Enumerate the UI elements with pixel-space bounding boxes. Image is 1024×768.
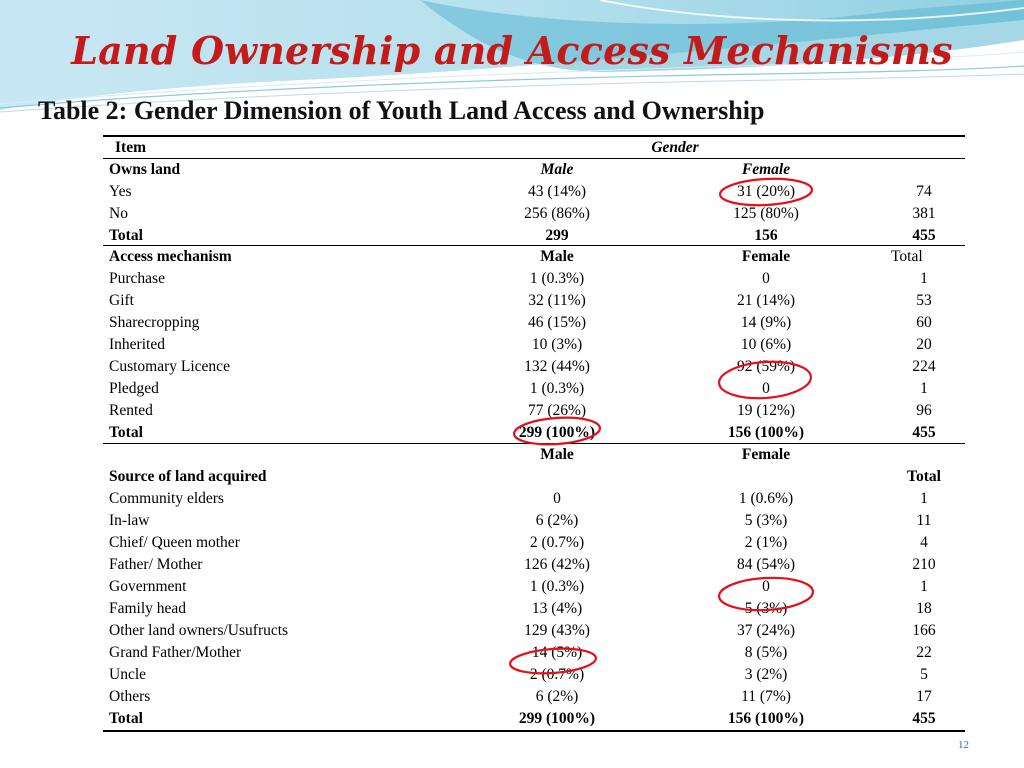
table-row <box>103 576 965 598</box>
source-total-label: Total <box>907 467 941 485</box>
female-value: 10 (6%) <box>740 336 792 353</box>
female-value: 0 <box>762 577 770 595</box>
male-value: 132 (44%) <box>524 358 590 375</box>
total-value: 96 <box>916 402 932 419</box>
male-value: 0 <box>553 489 561 507</box>
row-label: Others <box>109 687 151 705</box>
row-label: Gift <box>109 292 134 309</box>
table-header-row <box>103 137 965 159</box>
female-value: 37 (24%) <box>736 621 796 639</box>
total-value: 1 <box>920 489 928 507</box>
female-value: 0 <box>762 380 770 397</box>
female-value: 5 (3%) <box>744 599 788 617</box>
male-value: 299 (100%) <box>518 424 596 441</box>
table-row <box>103 268 965 290</box>
total-value: 11 <box>916 511 932 529</box>
female-value: 1 (0.6%) <box>738 489 794 507</box>
total-value: 53 <box>916 292 932 309</box>
female-value: 14 (9%) <box>740 314 792 331</box>
row-label: No <box>109 204 128 222</box>
female-value: 21 (14%) <box>736 292 796 309</box>
total-value: 455 <box>912 226 936 244</box>
owns-land-male-label: Male <box>540 160 574 178</box>
total-value: 1 <box>920 270 928 287</box>
table-row <box>103 312 965 334</box>
male-value: 2 (0.7%) <box>529 665 585 683</box>
total-value: 17 <box>916 687 932 705</box>
male-value: 14 (5%) <box>531 643 583 661</box>
female-value: 0 <box>762 270 770 287</box>
source-total-row <box>103 708 965 730</box>
total-value: 224 <box>912 358 936 375</box>
table-row <box>103 664 965 686</box>
row-label: Purchase <box>109 270 165 287</box>
total-value: 455 <box>912 424 936 441</box>
male-value: 299 <box>545 226 569 244</box>
female-value: 3 (2%) <box>744 665 788 683</box>
owns-land-heading: Owns land <box>109 160 181 178</box>
table-row <box>103 686 965 708</box>
source-gender-row <box>103 444 965 466</box>
table-row <box>103 532 965 554</box>
row-label: Rented <box>109 402 153 419</box>
row-label: Father/ Mother <box>109 555 203 573</box>
row-label: Other land owners/Usufructs <box>109 621 289 639</box>
female-value: 92 (59%) <box>736 358 796 375</box>
male-value: 13 (4%) <box>531 599 583 617</box>
total-value: 18 <box>916 599 932 617</box>
table-row <box>103 290 965 312</box>
row-label: Total <box>109 424 143 441</box>
table-caption: Table 2: Gender Dimension of Youth Land Access and Ownership <box>38 96 765 125</box>
row-label: Yes <box>109 182 132 200</box>
total-value: 74 <box>916 182 932 200</box>
female-value: 156 (100%) <box>727 424 805 441</box>
access-heading: Access mechanism <box>109 248 232 265</box>
row-label: Inherited <box>109 336 165 353</box>
table-row <box>103 510 965 532</box>
gender-land-table <box>103 135 965 732</box>
total-value: 60 <box>916 314 932 331</box>
total-value: 166 <box>912 621 936 639</box>
male-value: 1 (0.3%) <box>529 380 585 397</box>
table-row <box>103 488 965 510</box>
male-value: 6 (2%) <box>535 687 579 705</box>
female-value: 8 (5%) <box>744 643 788 661</box>
male-value: 1 (0.3%) <box>529 270 585 287</box>
row-label: In-law <box>109 511 150 529</box>
male-value: 10 (3%) <box>531 336 583 353</box>
total-value: 5 <box>920 665 928 683</box>
total-value: 455 <box>912 709 936 727</box>
female-value: 84 (54%) <box>736 555 796 573</box>
table-row <box>103 334 965 356</box>
male-value: 43 (14%) <box>527 182 587 200</box>
owns-land-total-row <box>103 225 965 247</box>
access-total-row <box>103 422 965 444</box>
source-male-label: Male <box>540 445 574 463</box>
access-total-label: Total <box>891 248 923 265</box>
total-value: 1 <box>920 380 928 397</box>
total-value: 381 <box>912 204 936 222</box>
table-row <box>103 378 965 400</box>
source-heading-row <box>103 466 965 488</box>
table-row <box>103 620 965 642</box>
header-gender: Gender <box>651 139 699 156</box>
row-label: Pledged <box>109 380 159 397</box>
row-label: Grand Father/Mother <box>109 643 242 661</box>
table-row <box>103 400 965 422</box>
male-value: 256 (86%) <box>524 204 590 222</box>
male-value: 129 (43%) <box>524 621 590 639</box>
owns-land-female-label: Female <box>741 160 791 178</box>
table-row <box>103 554 965 576</box>
male-value: 6 (2%) <box>535 511 579 529</box>
male-value: 77 (26%) <box>527 402 587 419</box>
source-heading: Source of land acquired <box>109 467 267 485</box>
female-value: 156 <box>754 226 778 244</box>
table-row <box>103 598 965 620</box>
row-label: Government <box>109 577 187 595</box>
slide-title: Land Ownership and Access Mechanisms <box>71 28 953 73</box>
female-value: 125 (80%) <box>733 204 799 222</box>
page-number: 12 <box>958 739 969 751</box>
male-value: 32 (11%) <box>528 292 586 309</box>
access-male-label: Male <box>540 248 574 265</box>
female-value: 156 (100%) <box>727 709 805 727</box>
row-label: Community elders <box>109 489 224 507</box>
row-label: Family head <box>109 599 187 617</box>
owns-land-heading-row <box>103 159 965 181</box>
total-value: 20 <box>916 336 932 353</box>
female-value: 2 (1%) <box>744 533 788 551</box>
table-row <box>103 356 965 378</box>
total-value: 210 <box>912 555 936 573</box>
total-value: 1 <box>920 577 928 595</box>
table-row <box>103 203 965 225</box>
access-heading-row <box>103 246 965 268</box>
male-value: 2 (0.7%) <box>529 533 585 551</box>
table-row <box>103 642 965 664</box>
access-female-label: Female <box>741 248 791 265</box>
male-value: 126 (42%) <box>524 555 590 573</box>
row-label: Uncle <box>109 665 147 683</box>
row-label: Total <box>109 226 143 244</box>
female-value: 31 (20%) <box>736 182 796 200</box>
row-label: Total <box>109 709 143 727</box>
table-row <box>103 181 965 203</box>
row-label: Sharecropping <box>109 314 200 331</box>
total-value: 4 <box>920 533 928 551</box>
row-label: Chief/ Queen mother <box>109 533 240 551</box>
female-value: 19 (12%) <box>736 402 796 419</box>
row-label: Customary Licence <box>109 358 230 375</box>
header-item: Item <box>115 139 146 156</box>
male-value: 1 (0.3%) <box>529 577 585 595</box>
female-value: 5 (3%) <box>744 511 788 529</box>
male-value: 299 (100%) <box>518 709 596 727</box>
male-value: 46 (15%) <box>527 314 587 331</box>
female-value: 11 (7%) <box>741 687 791 705</box>
source-female-label: Female <box>741 445 791 463</box>
total-value: 22 <box>916 643 932 661</box>
